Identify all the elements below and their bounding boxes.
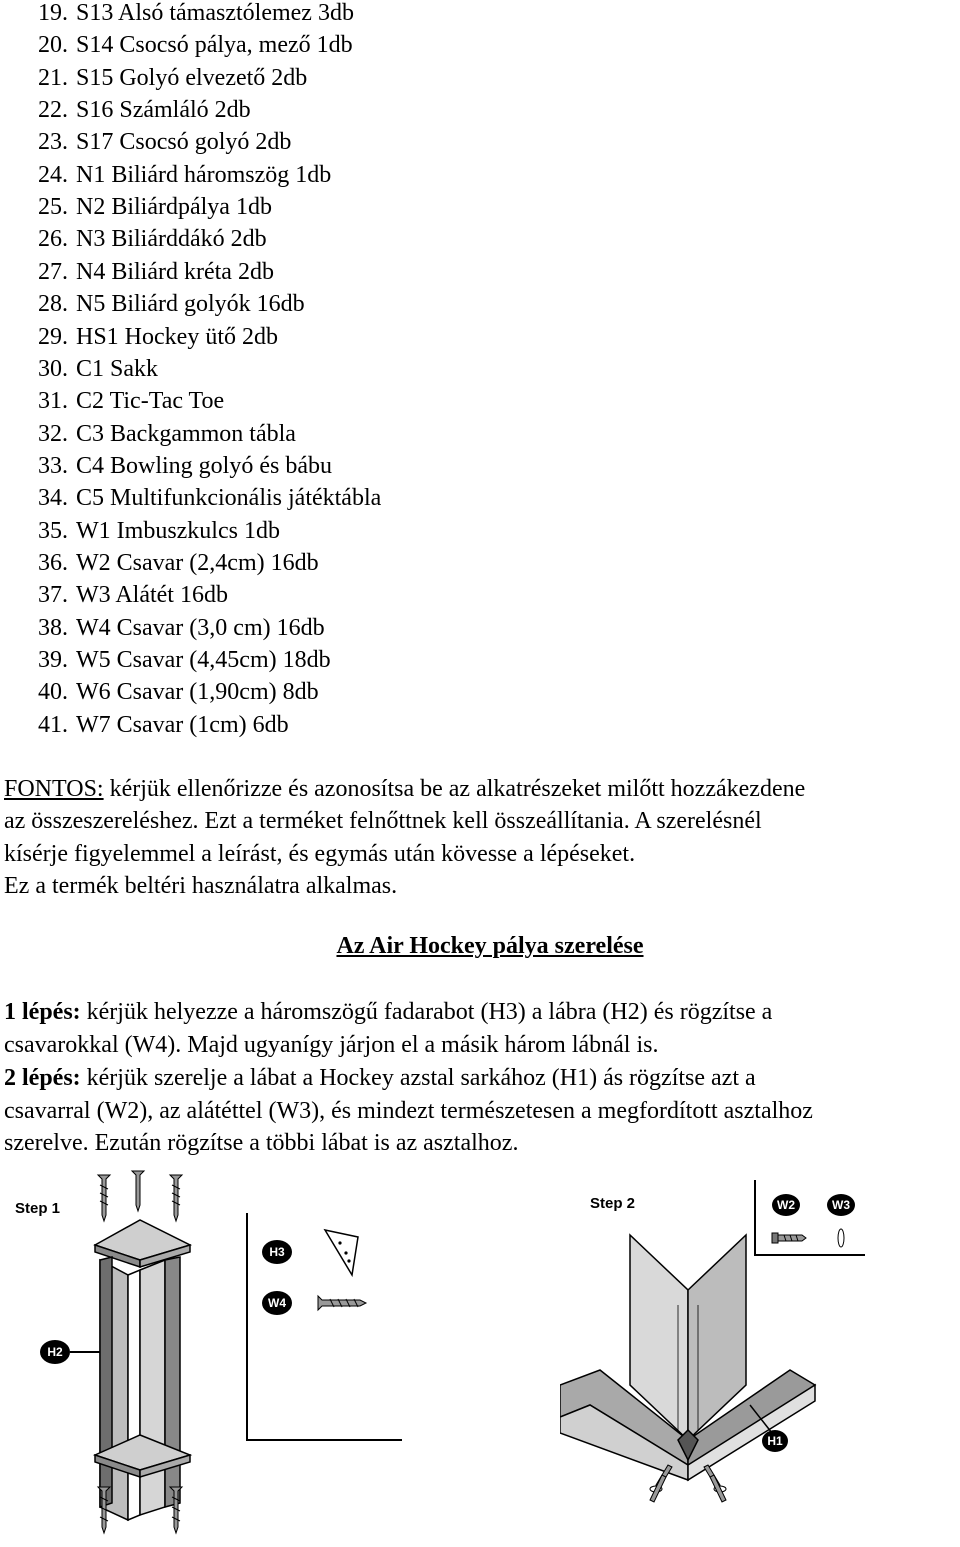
list-item-text: N1 Biliárd háromszög 1db: [76, 161, 332, 188]
list-item-number: 29.: [38, 323, 68, 350]
section-title: Az Air Hockey pálya szerelése: [336, 933, 644, 959]
step-1-label-text: Step 1: [15, 1200, 61, 1217]
notice-label: FONTOS:: [4, 776, 104, 802]
list-item-number: 39.: [38, 647, 68, 673]
list-item-text: HS1 Hockey ütő 2db: [76, 323, 278, 350]
list-item-text: C5 Multifunkcionális játéktábla: [76, 485, 382, 512]
list-item-text: W5 Csavar (4,45cm) 18db: [76, 647, 331, 673]
notice-paragraph: [4, 773, 954, 903]
list-item-number: 33.: [38, 452, 68, 479]
list-item-number: 27.: [38, 258, 68, 285]
svg-text:W3: W3: [832, 1198, 850, 1212]
list-item-text: C1 Sakk: [76, 355, 159, 382]
list-item-text: C2 Tic-Tac Toe: [76, 388, 225, 415]
step-2-label: 2 lépés:: [4, 1065, 81, 1091]
list-item-number: 37.: [38, 582, 68, 609]
notice-line-2: az összeszereléshez. Ezt a terméket felnőttnek kell összeállítania. A szerelésnél: [4, 808, 762, 835]
list-item-text: S16 Számláló 2db: [76, 97, 251, 124]
step-1-text: [4, 996, 960, 1061]
list-item-number: 22.: [38, 97, 68, 124]
notice-line-1: kérjük ellenőrizze és azonosítsa be az alkatrészeket milőtt hozzákezdene: [103, 776, 806, 802]
step-2-line-3: szerelve. Ezután rögzítse a többi lábat is az asztalhoz.: [4, 1130, 519, 1157]
callout-h3: [262, 1240, 292, 1264]
callout-h2: [40, 1340, 100, 1364]
svg-text:H3: H3: [269, 1245, 285, 1259]
callout-w3: [827, 1194, 855, 1216]
list-item-text: W4 Csavar (3,0 cm) 16db: [76, 614, 325, 641]
step-2-line-2: csavarral (W2), az alátéttel (W3), és mindezt természetesen a megfordított asztalhoz: [4, 1097, 813, 1124]
list-item-text: S17 Csocsó golyó 2db: [76, 129, 292, 156]
list-item-number: 23.: [38, 129, 68, 156]
list-item-number: 36.: [38, 549, 68, 576]
svg-text:H2: H2: [47, 1345, 63, 1359]
parts-box: [247, 1213, 402, 1440]
callout-w4: [262, 1291, 292, 1315]
list-item-text: S13 Alsó támasztólemez 3db: [76, 0, 354, 26]
list-item-number: 24.: [38, 161, 68, 188]
list-item-text: S15 Golyó elvezető 2db: [76, 64, 308, 91]
step-2-diagram: [560, 1175, 960, 1547]
list-item-text: S14 Csocsó pálya, mező 1db: [76, 32, 353, 59]
list-item-text: N2 Biliárdpálya 1db: [76, 194, 272, 221]
list-item-text: C4 Bowling golyó és bábu: [76, 452, 332, 479]
list-item-number: 40.: [38, 679, 68, 706]
list-item-text: W6 Csavar (1,90cm) 8db: [76, 679, 319, 706]
list-item-text: W1 Imbuszkulcs 1db: [76, 517, 280, 544]
screw-icon: [98, 1171, 182, 1221]
notice-line-3: kísérje figyelemmel a leírást, és egymás után kövesse a lépéseket.: [4, 840, 636, 867]
list-item-number: 28.: [38, 291, 68, 318]
leg-h2: [100, 1257, 180, 1520]
list-item-number: 20.: [38, 32, 68, 59]
list-item-number: 34.: [38, 485, 68, 512]
step-1-diagram: [0, 1165, 420, 1547]
parts-box: [755, 1180, 865, 1255]
list-item-number: 21.: [38, 64, 68, 91]
svg-text:H1: H1: [767, 1434, 783, 1448]
list-item-number: 35.: [38, 517, 68, 544]
list-item-text: N3 Biliárddákó 2db: [76, 226, 267, 253]
screw-icon: [318, 1296, 366, 1310]
svg-text:W4: W4: [268, 1296, 286, 1310]
step-2-label-text: Step 2: [590, 1195, 636, 1212]
step-2-line-1: kérjük szerelje a lábat a Hockey azstal sarkához (H1) ás rögzítse azt a: [80, 1065, 756, 1091]
list-item-number: 30.: [38, 355, 68, 382]
list-item-number: 26.: [38, 226, 68, 253]
list-item-text: N5 Biliárd golyók 16db: [76, 291, 305, 318]
list-item-text: W2 Csavar (2,4cm) 16db: [76, 549, 319, 576]
list-item-number: 25.: [38, 194, 68, 221]
notice-line-4: Ez a termék beltéri használatra alkalmas.: [4, 873, 398, 900]
list-item-number: 32.: [38, 420, 68, 447]
bolt-icon: [772, 1233, 806, 1243]
list-item-text: W3 Alátét 16db: [76, 582, 228, 609]
step-1-line-1: kérjük helyezze a háromszögű fadarabot (H3) a lábra (H2) és rögzítse a: [80, 999, 773, 1025]
list-item-text: N4 Biliárd kréta 2db: [76, 258, 274, 285]
list-item-text: W7 Csavar (1cm) 6db: [76, 711, 289, 738]
list-item-text: C3 Backgammon tábla: [76, 420, 296, 447]
svg-text:W2: W2: [777, 1198, 795, 1212]
list-item-number: 31.: [38, 388, 68, 415]
list-item-number: 19.: [38, 0, 68, 26]
step-1-line-2: csavarokkal (W4). Majd ugyanígy járjon el a másik három lábnál is.: [4, 1031, 659, 1058]
step-1-label: 1 lépés:: [4, 999, 81, 1025]
washer-icon: [838, 1229, 844, 1247]
step-2-text: [4, 1062, 960, 1160]
list-item-number: 41.: [38, 711, 68, 738]
callout-w2: [772, 1194, 800, 1216]
list-item-number: 38.: [38, 614, 68, 641]
